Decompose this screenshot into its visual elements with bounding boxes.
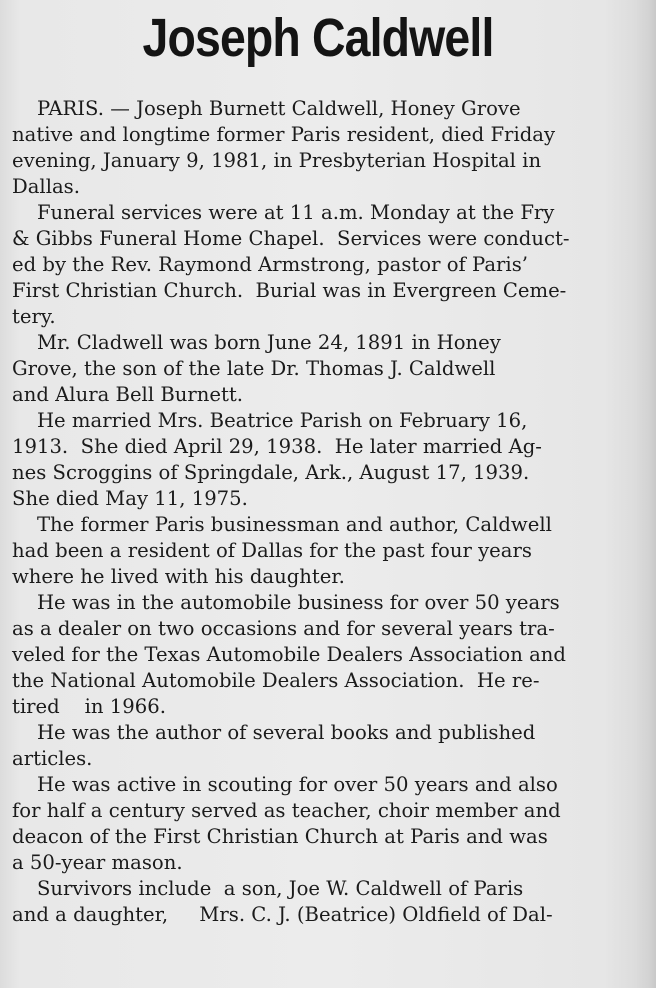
text-line: deacon of the First Christian Church at Paris and was — [12, 824, 548, 848]
text-line: The former Paris businessman and author, Caldwell — [12, 512, 552, 536]
text-line: and a daughter, Mrs. C. J. (Beatrice) Oldfield of Dal- — [12, 902, 553, 926]
text-line: tery. — [12, 304, 56, 328]
text-line: veled for the Texas Automobile Dealers Association and — [12, 642, 566, 666]
text-line: He was the author of several books and published — [12, 720, 536, 744]
text-line: First Christian Church. Burial was in Evergreen Ceme- — [12, 278, 567, 302]
text-line: and Alura Bell Burnett. — [12, 382, 244, 406]
text-line: the National Automobile Dealers Association. He re- — [12, 668, 540, 692]
text-line: tired in 1966. — [12, 694, 166, 718]
text-line: had been a resident of Dallas for the past four years — [12, 538, 532, 562]
text-line: evening, January 9, 1981, in Presbyterian Hospital in — [12, 148, 542, 172]
text-line: He was in the automobile business for over 50 years — [12, 590, 560, 614]
text-line: as a dealer on two occasions and for several years tra- — [12, 616, 555, 640]
text-line: She died May 11, 1975. — [12, 486, 248, 510]
text-line: 1913. She died April 29, 1938. He later married Ag- — [12, 434, 542, 458]
obituary-body — [12, 95, 652, 927]
text-line: articles. — [12, 746, 93, 770]
paper-edge-shadow — [636, 0, 656, 988]
text-line: nes Scroggins of Springdale, Ark., August 17, 1939. — [12, 460, 530, 484]
text-line: a 50-year mason. — [12, 850, 183, 874]
text-line: ed by the Rev. Raymond Armstrong, pastor of Paris’ — [12, 252, 529, 276]
text-line: Funeral services were at 11 a.m. Monday at the Fry — [12, 200, 555, 224]
text-line: where he lived with his daughter. — [12, 564, 345, 588]
text-line: Grove, the son of the late Dr. Thomas J. Caldwell — [12, 356, 496, 380]
text-line: PARIS. — Joseph Burnett Caldwell, Honey Grove — [12, 96, 521, 120]
text-line: & Gibbs Funeral Home Chapel. Services were conduct- — [12, 226, 570, 250]
headline: Joseph Caldwell — [142, 8, 494, 68]
text-line: Mr. Cladwell was born June 24, 1891 in Honey — [12, 330, 501, 354]
text-line: native and longtime former Paris resident, died Friday — [12, 122, 556, 146]
text-line: He was active in scouting for over 50 years and also — [12, 772, 558, 796]
text-line: for half a century served as teacher, choir member and — [12, 798, 561, 822]
text-line: Dallas. — [12, 174, 80, 198]
text-line: He married Mrs. Beatrice Parish on February 16, — [12, 408, 528, 432]
text-line: Survivors include a son, Joe W. Caldwell of Paris — [12, 876, 524, 900]
